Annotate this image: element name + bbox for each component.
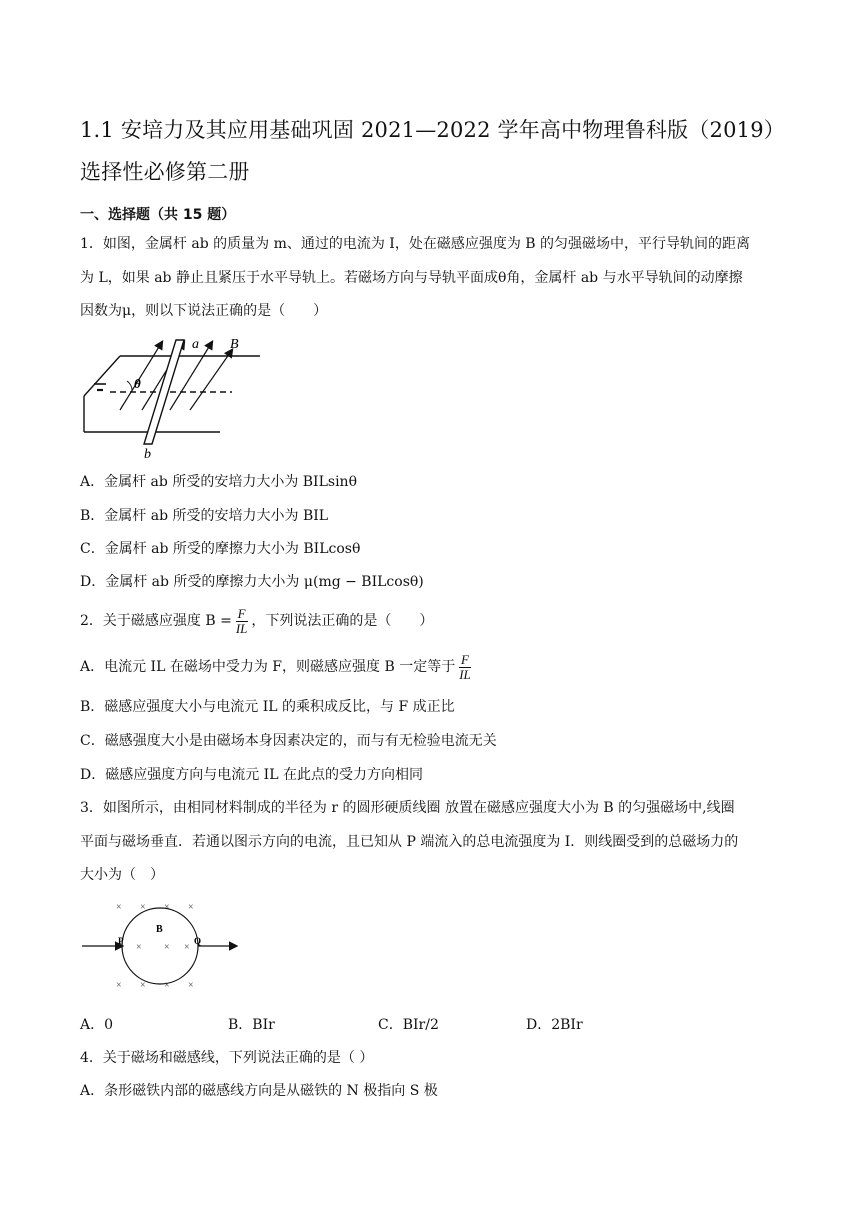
q3-stem-line-1: 3．如图所示，由相同材料制成的半径为 r 的圆形硬质线圈 放置在磁感应强度大小为 B 的匀强磁场中,线圈 [80, 800, 735, 816]
q2-fraction-denominator: IL [235, 620, 248, 636]
q3-figure-label-P: P [118, 936, 124, 946]
q1-stem-line-3: 因数为μ，则以下说法正确的是（ ） [80, 303, 328, 319]
q3-field-cross: × [136, 942, 142, 953]
page-title-line-1: 1.1 安培力及其应用基础巩固 2021—2022 学年高中物理鲁科版（2019） [80, 118, 785, 142]
q3-option-a: A．0 [80, 1017, 114, 1033]
q3-field-cross: × [140, 902, 146, 913]
q3-field-cross: × [116, 902, 122, 913]
q2-option-b: B．磁感应强度大小与电流元 IL 的乘积成反比，与 F 成正比 [80, 699, 455, 715]
q2-option-a [80, 650, 475, 684]
q2-stem [80, 604, 433, 638]
q2-option-a-numerator: F [461, 651, 469, 667]
q3-field-cross: × [116, 980, 122, 991]
q2-stem-prefix: 2．关于磁感应强度 B = [80, 613, 232, 629]
q3-field-cross: × [188, 902, 194, 913]
q2-option-c: C．磁感强度大小是由磁场本身因素决定的，而与有无检验电流无关 [80, 733, 497, 749]
q3-figure-label-B: B [156, 924, 163, 935]
q1-stem-line-1: 1．如图，金属杆 ab 的质量为 m、通过的电流为 I，处在磁感应强度为 B 的匀强磁场中，平行导轨间的距离 [80, 236, 751, 252]
q1-rail-figure [80, 334, 270, 462]
q2-option-d: D．磁感应强度方向与电流元 IL 在此点的受力方向相同 [80, 767, 423, 783]
page-title-line-2: 选择性必修第二册 [80, 160, 250, 184]
q2-fraction-numerator: F [237, 605, 246, 621]
q3-stem-line-3: 大小为（ ） [80, 867, 164, 883]
q3-option-d: D．2BIr [526, 1017, 583, 1033]
q1-option-d: D．金属杆 ab 所受的摩擦力大小为 μ(mg − BILcosθ) [80, 574, 424, 590]
q4-option-a: A．条形磁铁内部的磁感线方向是从磁铁的 N 极指向 S 极 [80, 1083, 438, 1099]
q3-coil-figure [80, 898, 240, 1000]
q2-stem-suffix: ，下列说法正确的是（ ） [251, 613, 434, 629]
q3-option-b: B．BIr [228, 1017, 275, 1033]
q3-field-cross: × [164, 942, 170, 953]
q3-field-cross: × [188, 980, 194, 991]
q1-option-b: B．金属杆 ab 所受的安培力大小为 BIL [80, 508, 329, 524]
q1-figure-label-b: b [144, 447, 151, 462]
section-heading: 一、选择题（共 15 题） [80, 207, 236, 223]
q1-figure-label-theta: θ [134, 376, 141, 391]
q3-figure-label-Q: Q [194, 936, 202, 946]
q1-stem-line-2: 为 L，如果 ab 静止且紧压于水平导轨上。若磁场方向与导轨平面成θ角，金属杆 ab 与水平导轨间的动摩擦 [80, 270, 743, 286]
q3-options-row [80, 1014, 780, 1034]
q2-option-a-text: A．电流元 IL 在磁场中受力为 F，则磁感应强度 B 一定等于 [80, 659, 456, 675]
q3-stem-line-2: 平面与磁场垂直．若通以图示方向的电流，且已知从 P 端流入的总电流强度为 I．则线圈受到的总磁场力的 [80, 834, 739, 850]
q3-option-c: C．BIr/2 [378, 1017, 439, 1033]
q1-figure-label-a: a [192, 337, 199, 352]
q3-field-cross: × [140, 980, 146, 991]
q2-option-a-denominator: IL [459, 666, 471, 682]
q3-field-cross: × [184, 942, 190, 953]
q4-stem: 4．关于磁场和磁感线，下列说法正确的是（ ） [80, 1050, 374, 1066]
q1-figure-label-B: B [230, 337, 239, 352]
q2-option-a-fraction [457, 653, 473, 682]
q1-option-a: A．金属杆 ab 所受的安培力大小为 BILsinθ [80, 474, 357, 490]
q3-field-cross: × [164, 980, 170, 991]
q2-fraction [234, 607, 250, 636]
q3-field-cross: × [164, 902, 170, 913]
q1-option-c: C．金属杆 ab 所受的摩擦力大小为 BILcosθ [80, 541, 361, 557]
